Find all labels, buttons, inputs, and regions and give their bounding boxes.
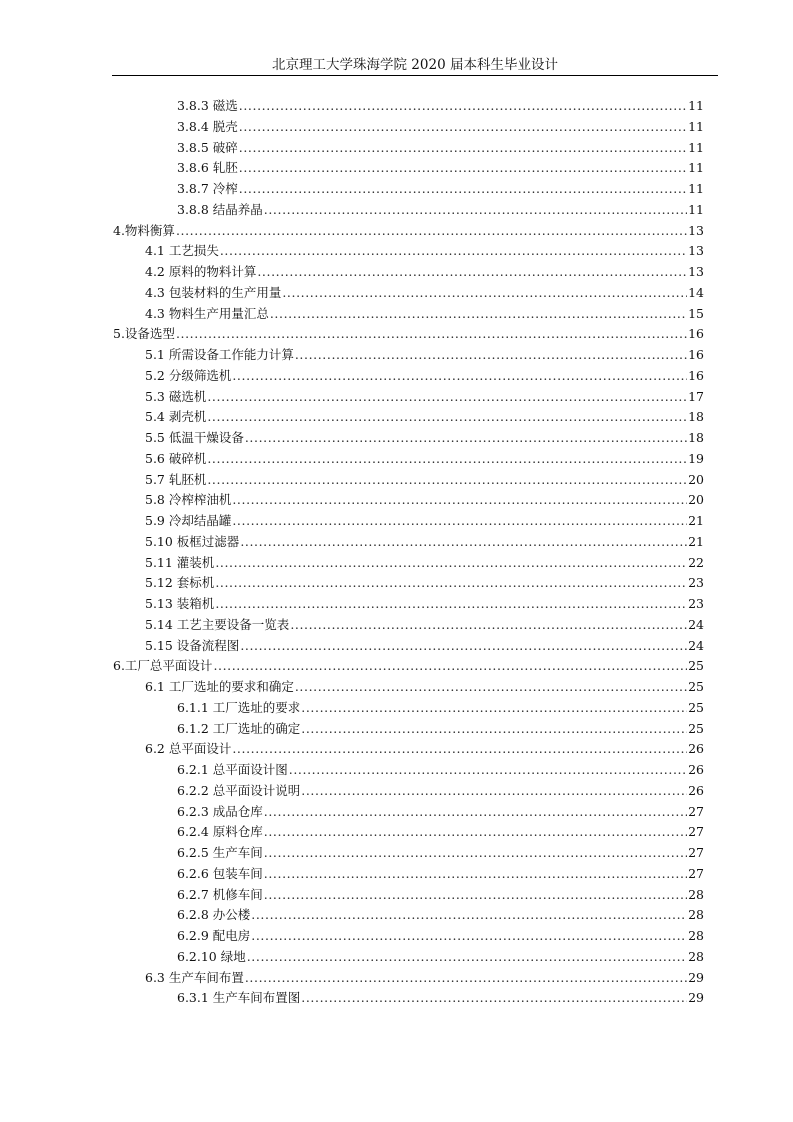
- toc-entry[interactable]: [177, 138, 704, 159]
- toc-entry-label: 5.3 磁选机: [145, 388, 207, 404]
- toc-dot-leader: [245, 428, 687, 449]
- toc-entry-label: 3.8.6 轧胚: [177, 160, 238, 176]
- toc-entry-label: 6.2.5 生产车间: [177, 845, 263, 860]
- toc-entry-label: 5.5 低温干燥设备: [145, 430, 244, 445]
- toc-dot-leader: [264, 802, 687, 823]
- toc-entry[interactable]: [177, 988, 704, 1009]
- toc-entry-page: 20: [688, 492, 704, 508]
- toc-entry-page: 11: [688, 139, 704, 155]
- toc-entry[interactable]: [177, 926, 704, 947]
- toc-dot-leader: [264, 864, 687, 885]
- toc-entry[interactable]: [145, 283, 704, 304]
- toc-entry-page: 21: [688, 533, 704, 549]
- toc-entry[interactable]: [145, 677, 704, 698]
- toc-dot-leader: [295, 677, 687, 698]
- toc-entry[interactable]: [177, 698, 704, 719]
- toc-dot-leader: [215, 553, 687, 574]
- toc-entry[interactable]: [177, 760, 704, 781]
- toc-entry[interactable]: [177, 158, 704, 179]
- toc-entry[interactable]: [145, 615, 704, 636]
- toc-dot-leader: [213, 656, 687, 677]
- toc-dot-leader: [239, 138, 687, 159]
- toc-entry[interactable]: [177, 864, 704, 885]
- toc-dot-leader: [301, 719, 687, 740]
- toc-entry[interactable]: [177, 802, 704, 823]
- toc-entry-label: 3.8.8 结晶养晶: [177, 201, 263, 217]
- toc-dot-leader: [240, 532, 687, 553]
- toc-entry[interactable]: [145, 304, 704, 325]
- toc-dot-leader: [207, 449, 687, 470]
- toc-entry-label: 3.8.5 破碎: [177, 139, 238, 155]
- toc-dot-leader: [264, 843, 687, 864]
- toc-entry-label: 5.10 板框过滤器: [145, 533, 240, 549]
- toc-entry-page: 16: [688, 367, 704, 383]
- toc-entry-page: 27: [688, 824, 704, 840]
- toc-entry-label: 6.2.9 配电房: [177, 928, 251, 943]
- toc-entry-label: 6.2.2 总平面设计说明: [177, 782, 301, 798]
- toc-dot-leader: [176, 221, 687, 242]
- toc-entry-label: 6.1.2 工厂选址的确定: [177, 720, 301, 736]
- toc-entry-label: 3.8.7 冷榨: [177, 181, 238, 196]
- toc-dot-leader: [239, 117, 687, 138]
- toc-entry-page: 28: [688, 907, 704, 923]
- toc-entry-label: 4.3 包装材料的生产用量: [145, 284, 282, 300]
- toc-dot-leader: [301, 698, 687, 719]
- toc-entry[interactable]: [177, 96, 704, 117]
- toc-entry-label: 3.8.4 脱壳: [177, 118, 238, 134]
- toc-entry[interactable]: [145, 739, 704, 760]
- header-rule: [112, 75, 718, 76]
- toc-entry-label: 4.1 工艺损失: [145, 243, 219, 259]
- toc-dot-leader: [251, 905, 687, 926]
- toc-entry-label: 6.2.3 成品仓库: [177, 803, 263, 819]
- toc-entry-page: 27: [688, 803, 704, 819]
- toc-entry-label: 6.2.7 机修车间: [177, 886, 263, 902]
- toc-dot-leader: [289, 760, 687, 781]
- toc-entry[interactable]: [113, 324, 704, 345]
- toc-entry-page: 11: [688, 201, 704, 217]
- toc-entry-page: 23: [688, 596, 704, 611]
- toc-entry[interactable]: [145, 387, 704, 408]
- toc-entry-page: 18: [688, 430, 704, 445]
- toc-entry-page: 18: [688, 409, 704, 425]
- toc-entry[interactable]: [177, 905, 704, 926]
- toc-entry-page: 29: [688, 990, 704, 1006]
- toc-entry-label: 5.2 分级筛选机: [145, 367, 232, 383]
- toc-entry-page: 27: [688, 845, 704, 860]
- toc-entry-page: 13: [688, 243, 704, 259]
- toc-entry-label: 6.3 生产车间布置: [145, 969, 244, 985]
- toc-entry-label: 6.2.6 包装车间: [177, 865, 263, 881]
- toc-entry-page: 22: [688, 554, 704, 570]
- toc-dot-leader: [207, 407, 687, 428]
- toc-dot-leader: [282, 283, 687, 304]
- toc-dot-leader: [270, 304, 687, 325]
- toc-entry-page: 11: [688, 118, 704, 134]
- toc-entry-page: 13: [688, 264, 704, 279]
- toc-dot-leader: [232, 490, 687, 511]
- toc-entry[interactable]: [145, 241, 704, 262]
- toc-dot-leader: [220, 241, 687, 262]
- toc-entry[interactable]: [145, 262, 704, 283]
- toc-entry-label: 6.2.10 绿地: [177, 948, 246, 964]
- toc-entry-page: 29: [688, 969, 704, 985]
- toc-entry[interactable]: [145, 553, 704, 574]
- toc-dot-leader: [257, 262, 687, 283]
- toc-entry-page: 23: [688, 575, 704, 591]
- toc-dot-leader: [176, 324, 687, 345]
- toc-dot-leader: [264, 200, 687, 221]
- toc-dot-leader: [301, 781, 687, 802]
- toc-entry[interactable]: [145, 636, 704, 657]
- toc-entry-page: 21: [688, 513, 704, 528]
- toc-entry-page: 15: [688, 305, 704, 321]
- toc-entry-page: 13: [688, 222, 704, 238]
- toc-dot-leader: [207, 470, 687, 491]
- toc-dot-leader: [215, 594, 687, 615]
- toc-entry-label: 5.6 破碎机: [145, 450, 207, 466]
- toc-dot-leader: [232, 739, 687, 760]
- toc-entry-label: 6.1.1 工厂选址的要求: [177, 699, 301, 715]
- toc-dot-leader: [232, 511, 687, 532]
- toc-entry-label: 5.1 所需设备工作能力计算: [145, 347, 294, 362]
- toc-entry-page: 11: [688, 98, 704, 113]
- toc-entry[interactable]: [145, 968, 704, 989]
- toc-entry-label: 5.9 冷却结晶罐: [145, 513, 232, 528]
- toc-entry-page: 25: [688, 658, 704, 674]
- toc-entry-label: 6.3.1 生产车间布置图: [177, 990, 301, 1006]
- toc-entry-page: 25: [688, 720, 704, 736]
- toc-entry-label: 5.14 工艺主要设备一览表: [145, 616, 290, 632]
- toc-entry-label: 4.3 物料生产用量汇总: [145, 305, 269, 321]
- toc-entry-page: 28: [688, 948, 704, 964]
- toc-entry[interactable]: [177, 822, 704, 843]
- toc-entry-label: 5.13 装箱机: [145, 596, 215, 611]
- toc-dot-leader: [247, 947, 687, 968]
- toc-dot-leader: [290, 615, 687, 636]
- toc-dot-leader: [295, 345, 687, 366]
- toc-entry-page: 28: [688, 928, 704, 943]
- toc-dot-leader: [215, 573, 687, 594]
- toc-entry-label: 5.8 冷榨榨油机: [145, 492, 232, 508]
- toc-dot-leader: [301, 988, 687, 1009]
- toc-dot-leader: [245, 968, 687, 989]
- toc-entry-page: 24: [688, 616, 704, 632]
- page-header: 北京理工大学珠海学院 2020 届本科生毕业设计: [272, 57, 558, 73]
- toc-entry-page: 14: [688, 284, 704, 300]
- toc-entry[interactable]: [177, 117, 704, 138]
- toc-entry-page: 19: [688, 450, 704, 466]
- toc-entry-page: 16: [688, 326, 704, 342]
- toc-entry-page: 26: [688, 782, 704, 798]
- toc-entry[interactable]: [177, 179, 704, 200]
- toc-dot-leader: [232, 366, 687, 387]
- toc-entry-page: 17: [688, 388, 704, 404]
- toc-dot-leader: [207, 387, 687, 408]
- toc-entry-label: 4.2 原料的物料计算: [145, 264, 257, 279]
- toc-entry[interactable]: [145, 407, 704, 428]
- toc-entry-page: 11: [688, 160, 704, 176]
- toc-entry-page: 27: [688, 865, 704, 881]
- toc-entry[interactable]: [145, 594, 704, 615]
- toc-entry-page: 20: [688, 471, 704, 487]
- toc-entry-label: 5.7 轧胚机: [145, 471, 207, 487]
- toc-entry-page: 28: [688, 886, 704, 902]
- toc-entry[interactable]: [177, 947, 704, 968]
- toc-entry[interactable]: [177, 781, 704, 802]
- toc-entry-label: 6.2.4 原料仓库: [177, 824, 263, 840]
- toc-entry[interactable]: [177, 719, 704, 740]
- toc-entry-label: 5.15 设备流程图: [145, 637, 240, 653]
- toc-entry-label: 6.1 工厂选址的要求和确定: [145, 679, 294, 694]
- toc-entry-label: 4.物料衡算: [113, 222, 175, 238]
- toc-entry-label: 3.8.3 磁选: [177, 98, 238, 113]
- toc-dot-leader: [251, 926, 687, 947]
- toc-entry[interactable]: [113, 221, 704, 242]
- toc-entry-label: 6.2.8 办公楼: [177, 907, 251, 923]
- toc-entry-page: 26: [688, 741, 704, 757]
- toc-entry[interactable]: [145, 511, 704, 532]
- toc-entry-label: 6.2.1 总平面设计图: [177, 762, 288, 777]
- toc-entry-page: 25: [688, 679, 704, 694]
- toc-entry[interactable]: [177, 200, 704, 221]
- toc-dot-leader: [240, 636, 687, 657]
- toc-entry[interactable]: [177, 843, 704, 864]
- toc-entry[interactable]: [145, 490, 704, 511]
- toc-entry-label: 5.11 灌装机: [145, 554, 215, 570]
- toc-dot-leader: [239, 96, 687, 117]
- toc-entry[interactable]: [113, 656, 704, 677]
- toc-entry[interactable]: [177, 885, 704, 906]
- toc-entry-page: 11: [688, 181, 704, 196]
- toc-entry-label: 5.4 剥壳机: [145, 409, 207, 425]
- toc-entry-page: 26: [688, 762, 704, 777]
- toc-entry-label: 5.设备选型: [113, 326, 175, 342]
- toc-dot-leader: [264, 822, 687, 843]
- toc-entry[interactable]: [145, 449, 704, 470]
- toc-dot-leader: [264, 885, 687, 906]
- toc-entry[interactable]: [145, 428, 704, 449]
- toc-entry-label: 6.工厂总平面设计: [113, 658, 213, 674]
- toc-entry-page: 24: [688, 637, 704, 653]
- toc-entry-label: 5.12 套标机: [145, 575, 215, 591]
- toc-dot-leader: [239, 179, 687, 200]
- toc-entry-label: 6.2 总平面设计: [145, 741, 232, 757]
- toc-dot-leader: [239, 158, 687, 179]
- toc-entry[interactable]: [145, 573, 704, 594]
- toc-entry[interactable]: [145, 532, 704, 553]
- toc-entry[interactable]: [145, 345, 704, 366]
- toc-entry[interactable]: [145, 366, 704, 387]
- toc-entry-page: 25: [688, 699, 704, 715]
- toc-entry[interactable]: [145, 470, 704, 491]
- toc-entry-page: 16: [688, 347, 704, 362]
